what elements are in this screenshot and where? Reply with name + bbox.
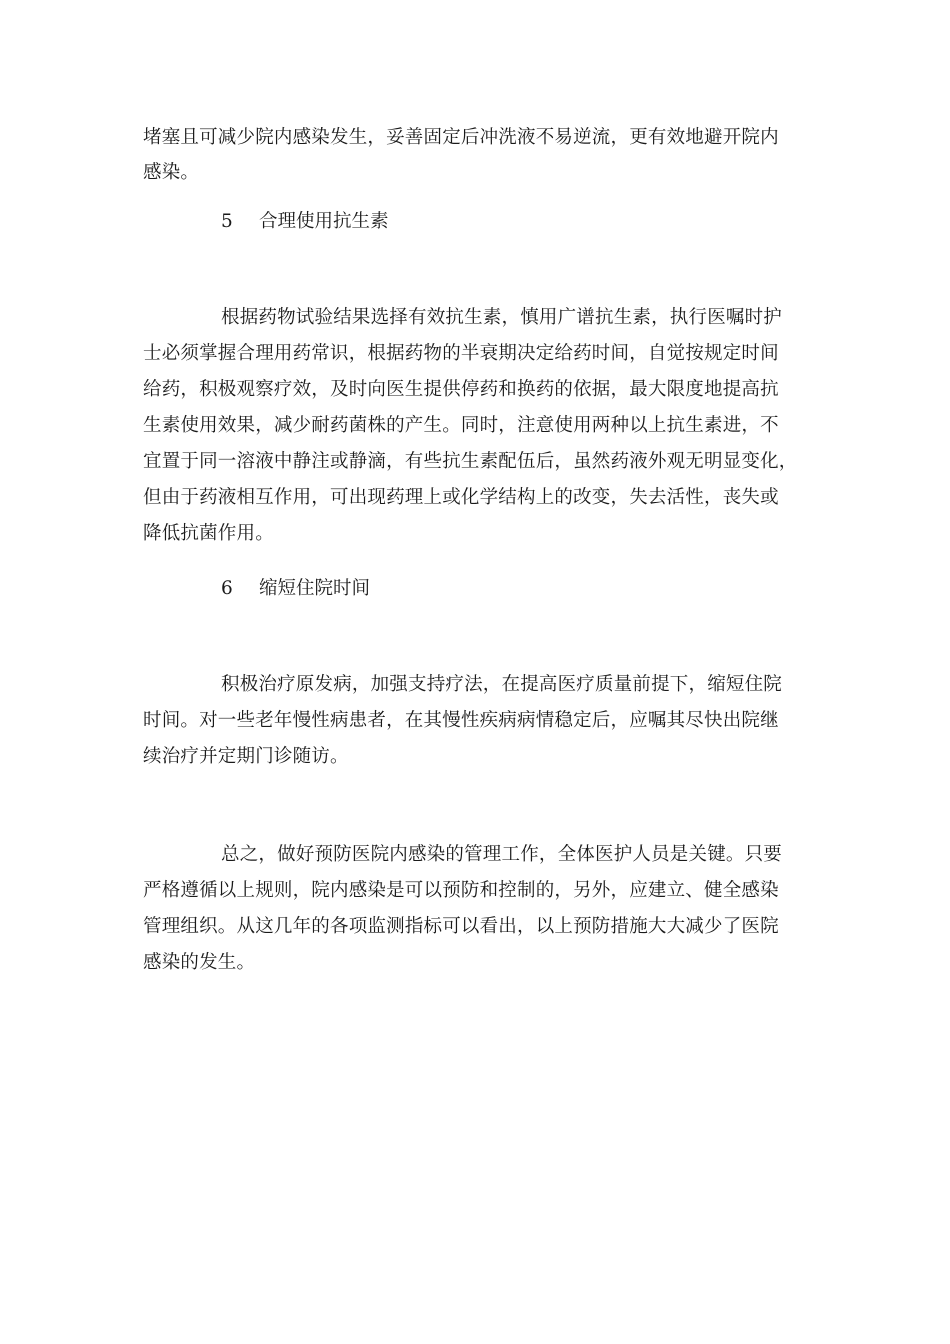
paragraph-line: 感染。 — [143, 162, 200, 183]
paragraph-line: 宜置于同一溶液中静注或静滴，有些抗生素配伍后，虽然药液外观无明显变化， — [143, 451, 798, 472]
paragraph-line: 给药，积极观察疗效，及时向医生提供停药和换药的依据，最大限度地提高抗 — [143, 379, 779, 400]
paragraph-line: 士必须掌握合理用药常识，根据药物的半衰期决定给药时间，自觉按规定时间 — [143, 343, 779, 364]
paragraph-line: 严格遵循以上规则，院内感染是可以预防和控制的，另外，应建立、健全感染 — [143, 880, 779, 901]
paragraph-line: 但由于药液相互作用，可出现药理上或化学结构上的改变，失去活性，丧失或 — [143, 487, 779, 508]
section-title: 合理使用抗生素 — [259, 211, 389, 232]
paragraph-line: 积极治疗原发病，加强支持疗法，在提高医疗质量前提下，缩短住院 — [221, 674, 783, 695]
paragraph-line: 感染的发生。 — [143, 952, 256, 973]
paragraph-line: 管理组织。从这几年的各项监测指标可以看出，以上预防措施大大减少了医院 — [143, 916, 779, 937]
section-title: 缩短住院时间 — [259, 578, 371, 599]
section-heading-5 — [221, 210, 389, 234]
section-number: 6 — [221, 578, 233, 599]
paragraph-line: 生素使用效果，减少耐药菌株的产生。同时，注意使用两种以上抗生素进，不 — [143, 415, 779, 436]
paragraph-line: 续治疗并定期门诊随访。 — [143, 746, 349, 767]
paragraph-line: 总之，做好预防医院内感染的管理工作，全体医护人员是关键。只要 — [221, 844, 783, 865]
section-number: 5 — [221, 211, 233, 232]
paragraph-line: 根据药物试验结果选择有效抗生素，慎用广谱抗生素，执行医嘱时护 — [221, 307, 783, 328]
paragraph-line: 堵塞且可减少院内感染发生，妥善固定后冲洗液不易逆流，更有效地避开院内 — [143, 127, 779, 148]
paragraph-line: 降低抗菌作用。 — [143, 523, 274, 544]
paragraph-line: 时间。对一些老年慢性病患者，在其慢性疾病病情稳定后，应嘱其尽快出院继 — [143, 710, 779, 731]
section-heading-6 — [221, 577, 370, 601]
